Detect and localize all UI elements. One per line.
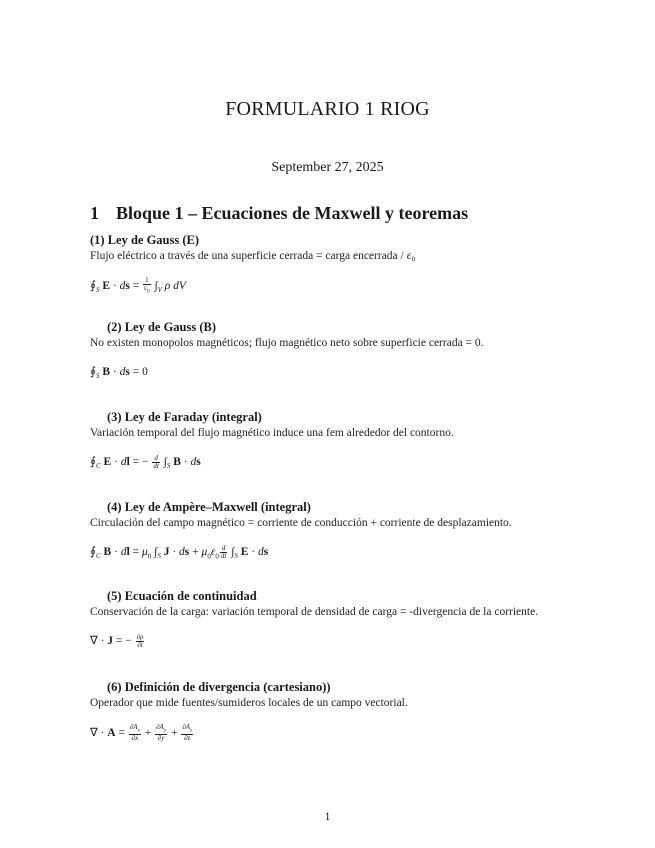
item-heading: (5) Ecuación de continuidad <box>107 589 257 603</box>
formula-item-1 <box>90 233 560 298</box>
item-heading: (6) Definición de divergencia (cartesiano)) <box>107 680 331 694</box>
item-formula: $∮_C$ E · dl = − $\frac{d}{dt}$ $\int_S$ B · ds <box>90 453 201 470</box>
item-heading: (2) Ley de Gauss (B) <box>107 320 217 334</box>
item-description: Variación temporal del flujo magnético induce una fem alrededor del contorno. <box>90 427 454 439</box>
item-description: Circulación del campo magnético = corriente de conducción + corriente de desplazamiento. <box>90 517 512 529</box>
formula-item-2 <box>90 320 560 384</box>
item-formula: $∮_C$ B · dl = $\mu_0$ $\int_S$ J · ds + $\mu_0\varepsilon_0$ $\frac{d}{dt}$ $\int_S$ E · ds <box>90 543 269 561</box>
item-formula: $∮_S$ E · ds = $\frac{1}{\varepsilon_0}$ $\int_V$ ρ dV <box>90 276 186 295</box>
formula-item-3 <box>90 410 560 474</box>
item-formula: ∇ · A = $\frac{\partial A_x}{\partial x}$ + $\frac{\partial A_y}{\partial y}$ + $\frac{\partial A_z}{\partial z}$ <box>90 723 193 743</box>
formula-item-4 <box>90 500 560 564</box>
formula-item-6 <box>90 680 560 742</box>
document-date: September 27, 2025 <box>271 160 384 175</box>
section-number: 1 <box>90 203 99 223</box>
document-title: FORMULARIO 1 RIOG <box>225 98 430 120</box>
item-description: No existen monopolos magnéticos; flujo magnético neto sobre superficie cerrada = 0. <box>90 337 484 349</box>
item-description: Flujo eléctrico a través de una superficie cerrada = carga encerrada / ε₀ <box>90 250 416 262</box>
section-title: Bloque 1 – Ecuaciones de Maxwell y teoremas <box>116 203 469 223</box>
formula-item-5 <box>90 589 560 649</box>
item-heading: (3) Ley de Faraday (integral) <box>107 410 262 424</box>
section-heading <box>90 203 468 224</box>
item-formula: $∮_S$ B · ds = 0 <box>90 366 148 380</box>
item-description: Conservación de la carga: variación temporal de densidad de carga = -divergencia de la corriente. <box>90 606 539 618</box>
item-heading: (4) Ley de Ampère–Maxwell (integral) <box>107 500 311 514</box>
item-formula: ∇ · J = − $\frac{\partial\rho}{\partial t}$ <box>90 632 144 649</box>
item-description: Operador que mide fuentes/sumideros locales de un campo vectorial. <box>90 697 408 709</box>
page-number: 1 <box>324 809 331 823</box>
item-heading: (1) Ley de Gauss (E) <box>90 233 200 247</box>
